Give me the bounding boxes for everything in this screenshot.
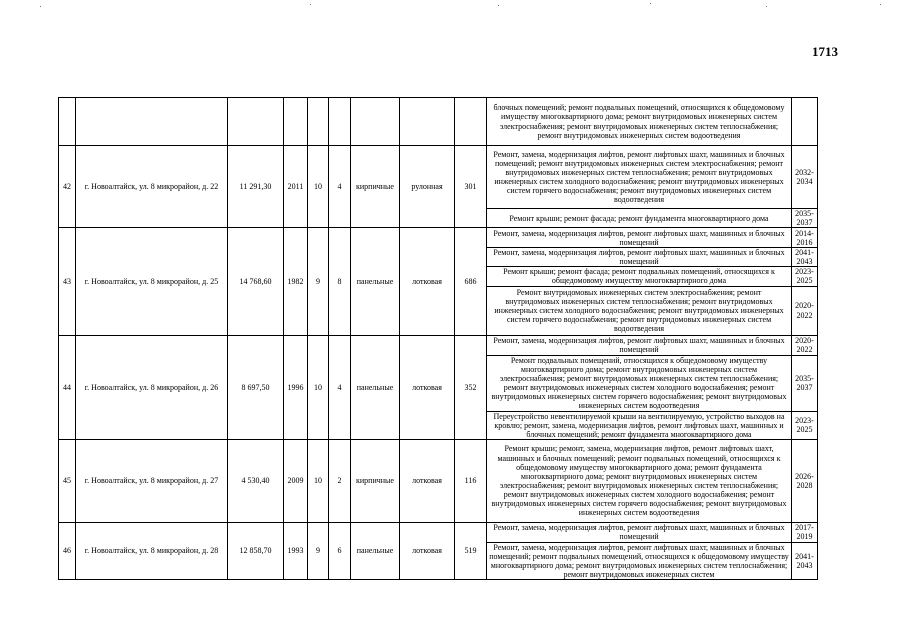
cell-period: 2023-2025 xyxy=(792,411,818,439)
cell-residents: 686 xyxy=(455,228,487,335)
cell-work: Ремонт подвальных помещений, относящихся к общедомовому имуществу многоквартирного дома; ремонт внутридомовых инженерных систем электроснабжения; ремонт внутридомовых инженерных систем теплоснабжения; ремонт внутридомовых инженерных систем холодного водоснабжения; ремонт внутридомовых инженерных систем горячего водоснабжения; ремонт внутридомовых инженерных систем водоотведения xyxy=(487,355,792,411)
cell-num: 42 xyxy=(59,146,76,228)
cell-work: Ремонт, замена, модернизация лифтов, ремонт лифтовых шахт, машинных и блочных помещений xyxy=(487,228,792,248)
cell-year xyxy=(284,98,308,146)
cell-num: 46 xyxy=(59,522,76,579)
cell-entrances: 8 xyxy=(329,228,351,335)
cell-roof: лотковая xyxy=(400,522,455,579)
cell-period: 2041-2043 xyxy=(792,248,818,267)
cell-period: 2041-2043 xyxy=(792,542,818,579)
cell-floors: 10 xyxy=(308,439,329,522)
cell-area xyxy=(228,98,284,146)
cell-roof: рулонная xyxy=(400,146,455,228)
cell-address xyxy=(76,98,228,146)
cell-year: 2009 xyxy=(284,439,308,522)
cell-wall xyxy=(351,98,400,146)
cell-area: 11 291,30 xyxy=(228,146,284,228)
cell-wall: панельные xyxy=(351,228,400,335)
cell-roof: лотковая xyxy=(400,439,455,522)
cell-period: 2020-2022 xyxy=(792,286,818,335)
scan-artifacts xyxy=(0,0,905,12)
cell-period: 2020-2022 xyxy=(792,335,818,355)
capital-repair-table xyxy=(58,97,818,580)
cell-residents: 352 xyxy=(455,335,487,439)
cell-period: 2023-2025 xyxy=(792,267,818,286)
cell-work: Ремонт крыши; ремонт фасада; ремонт фундамента многоквартирного дома xyxy=(487,209,792,228)
cell-work: Ремонт крыши; ремонт, замена, модернизация лифтов, ремонт лифтовых шахт, машинных и блочных помещений; ремонт подвальных помещений, относящихся к общедомовому имуществу многоквартирного дома; ремонт фундамента многоквартирного дома; ремонт внутридомовых инженерных систем электроснабжения; ремонт внутридомовых инженерных систем теплоснабжения; ремонт внутридомовых инженерных систем холодного водоснабжения; ремонт внутридомовых инженерных систем горячего водоснабжения; ремонт внутридомовых инженерных систем водоотведения xyxy=(487,439,792,522)
cell-num: 45 xyxy=(59,439,76,522)
cell-year: 1996 xyxy=(284,335,308,439)
cell-work: Ремонт, замена, модернизация лифтов, ремонт лифтовых шахт, машинных и блочных помещений xyxy=(487,335,792,355)
cell-area: 14 768,60 xyxy=(228,228,284,335)
table-row xyxy=(59,522,818,542)
cell-wall: кирпичные xyxy=(351,146,400,228)
cell-num: 43 xyxy=(59,228,76,335)
cell-num: 44 xyxy=(59,335,76,439)
cell-period: 2026-2028 xyxy=(792,439,818,522)
cell-year: 1993 xyxy=(284,522,308,579)
cell-address: г. Новоалтайск, ул. 8 микрорайон, д. 27 xyxy=(76,439,228,522)
cell-residents: 519 xyxy=(455,522,487,579)
cell-wall: панельные xyxy=(351,335,400,439)
cell-address: г. Новоалтайск, ул. 8 микрорайон, д. 26 xyxy=(76,335,228,439)
cell-address: г. Новоалтайск, ул. 8 микрорайон, д. 25 xyxy=(76,228,228,335)
table-row xyxy=(59,98,818,146)
cell-wall: кирпичные xyxy=(351,439,400,522)
cell-entrances: 4 xyxy=(329,335,351,439)
cell-year: 1982 xyxy=(284,228,308,335)
table-row xyxy=(59,146,818,209)
table-row xyxy=(59,228,818,248)
table-row xyxy=(59,335,818,355)
cell-work: Ремонт внутридомовых инженерных систем электроснабжения; ремонт внутридомовых инженерных систем теплоснабжения; ремонт внутридомовых инженерных систем холодного водоснабжения; ремонт внутридомовых инженерных систем горячего водоснабжения; ремонт внутридомовых инженерных систем водоотведения xyxy=(487,286,792,335)
table-body xyxy=(59,98,818,580)
cell-num xyxy=(59,98,76,146)
cell-work: Ремонт крыши; ремонт фасада; ремонт подвальных помещений, относящихся к общедомовому имуществу многоквартирного дома xyxy=(487,267,792,286)
cell-period xyxy=(792,98,818,146)
table-row xyxy=(59,439,818,522)
cell-work: Ремонт, замена, модернизация лифтов, ремонт лифтовых шахт, машинных и блочных помещений xyxy=(487,522,792,542)
cell-address: г. Новоалтайск, ул. 8 микрорайон, д. 28 xyxy=(76,522,228,579)
cell-entrances: 2 xyxy=(329,439,351,522)
cell-residents: 116 xyxy=(455,439,487,522)
cell-work: Переустройство невентилируемой крыши на вентилируемую, устройство выходов на кровлю; ремонт, замена, модернизация лифтов, ремонт лифтовых шахт, машинных и блочных помещений; ремонт фундамента многоквартирного дома xyxy=(487,411,792,439)
cell-period: 2014-2016 xyxy=(792,228,818,248)
cell-wall: панельные xyxy=(351,522,400,579)
cell-period: 2017-2019 xyxy=(792,522,818,542)
cell-residents xyxy=(455,98,487,146)
cell-area: 8 697,50 xyxy=(228,335,284,439)
cell-floors: 10 xyxy=(308,335,329,439)
cell-entrances: 6 xyxy=(329,522,351,579)
cell-period: 2032-2034 xyxy=(792,146,818,209)
cell-residents: 301 xyxy=(455,146,487,228)
cell-work: Ремонт, замена, модернизация лифтов, ремонт лифтовых шахт, машинных и блочных помещений; ремонт внутридомовых инженерных систем электроснабжения; ремонт внутридомовых инженерных систем теплоснабжения; ремонт внутридомовых инженерных систем холодного водоснабжения; ремонт внутридомовых инженерных систем горячего водоснабжения; ремонт внутридомовых инженерных систем водоотведения xyxy=(487,146,792,209)
cell-period: 2035-2037 xyxy=(792,209,818,228)
cell-floors: 9 xyxy=(308,522,329,579)
cell-area: 4 530,40 xyxy=(228,439,284,522)
cell-roof xyxy=(400,98,455,146)
cell-floors: 10 xyxy=(308,146,329,228)
cell-year: 2011 xyxy=(284,146,308,228)
cell-area: 12 858,70 xyxy=(228,522,284,579)
cell-work: блочных помещений; ремонт подвальных помещений, относящихся к общедомовому имуществу многоквартирного дома; ремонт внутридомовых инженерных систем электроснабжения; ремонт внутридомовых инженерных систем теплоснабжения; ремонт внутридомовых инженерных систем водоотведения xyxy=(487,98,792,146)
cell-roof: лотковая xyxy=(400,335,455,439)
cell-roof: лотковая xyxy=(400,228,455,335)
cell-entrances: 4 xyxy=(329,146,351,228)
cell-entrances xyxy=(329,98,351,146)
cell-work: Ремонт, замена, модернизация лифтов, ремонт лифтовых шахт, машинных и блочных помещений xyxy=(487,248,792,267)
cell-period: 2035-2037 xyxy=(792,355,818,411)
cell-work: Ремонт, замена, модернизация лифтов, ремонт лифтовых шахт, машинных и блочных помещений; ремонт подвальных помещений, относящихся к общедомовому имуществу многоквартирного дома; ремонт внутридомовых инженерных систем теплоснабжения; ремонт внутридомовых инженерных систем xyxy=(487,542,792,579)
cell-floors: 9 xyxy=(308,228,329,335)
cell-address: г. Новоалтайск, ул. 8 микрорайон, д. 22 xyxy=(76,146,228,228)
page-number: 1713 xyxy=(812,44,838,59)
cell-floors xyxy=(308,98,329,146)
